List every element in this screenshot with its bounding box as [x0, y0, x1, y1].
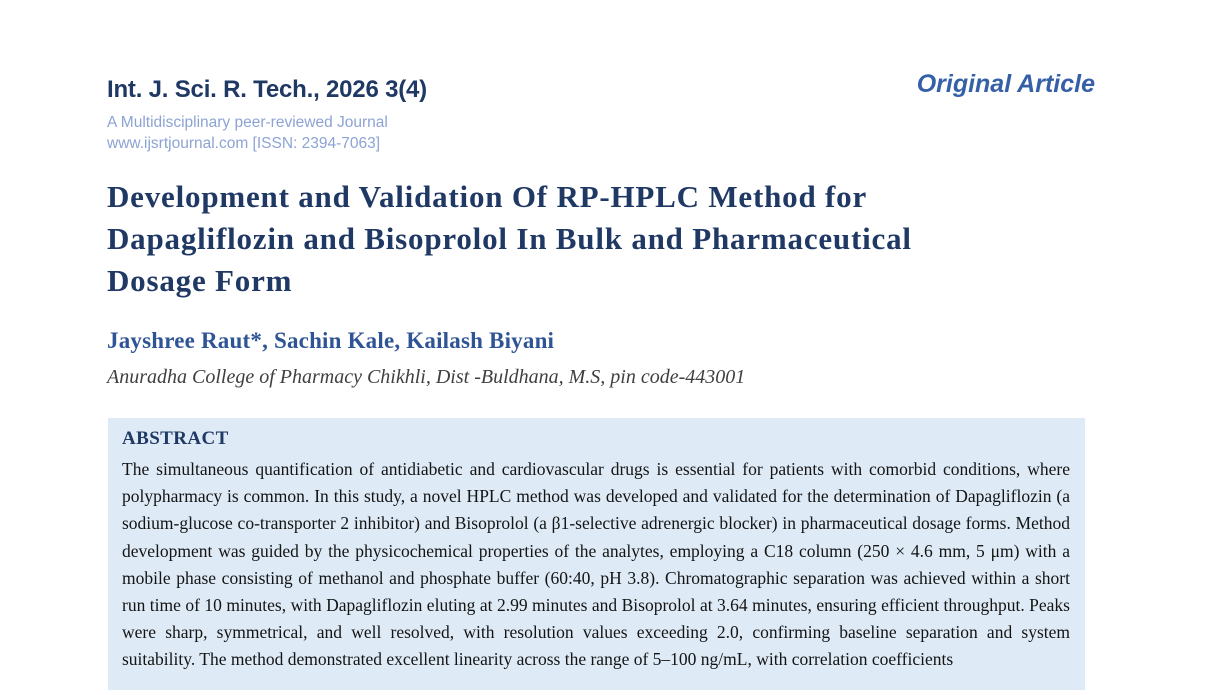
journal-masthead	[107, 76, 427, 154]
article-title-line-2: Dapagliflozin and Bisoprolol In Bulk and Pharmaceutical	[107, 221, 912, 256]
article-title-line-1: Development and Validation Of RP-HPLC Method for	[107, 179, 868, 214]
article-title	[107, 176, 1107, 302]
article-title-line-3: Dosage Form	[107, 263, 293, 298]
author-list: Jayshree Raut*, Sachin Kale, Kailash Biyani	[107, 328, 555, 353]
journal-name: Int. J. Sci. R. Tech., 2026 3(4)	[107, 76, 427, 103]
article-type-label: Original Article	[916, 70, 1095, 98]
journal-website-issn: www.ijsrtjournal.com [ISSN: 2394-7063]	[107, 135, 381, 152]
abstract-heading: ABSTRACT	[122, 428, 229, 449]
author-affiliation: Anuradha College of Pharmacy Chikhli, Dist -Buldhana, M.S, pin code-443001	[107, 366, 746, 388]
journal-tagline: A Multidisciplinary peer-reviewed Journal	[107, 114, 388, 131]
abstract-body-text: The simultaneous quantification of antidiabetic and cardiovascular drugs is essential for patients with comorbid conditions, where polypharmacy is common. In this study, a novel HPLC method was developed and validated for the determination of Dapagliflozin (a sodium-glucose co-transporter 2 inhibitor) and Bisoprolol (a β1-selective adrenergic blocker) in pharmaceutical dosage forms. Method development was guided by the physicochemical properties of the analytes, employing a C18 column (250 × 4.6 mm, 5 μm) with a mobile phase consisting of methanol and phosphate buffer (60:40, pH 3.8). Chromatographic separation was achieved within a short run time of 10 minutes, with Dapagliflozin eluting at 2.99 minutes and Bisoprolol at 3.64 minutes, ensuring efficient throughput. Peaks were sharp, symmetrical, and well resolved, with resolution values exceeding 2.0, confirming baseline separation and system suitability. The method demonstrated excellent linearity across the range of 5–100 ng/mL, with correlation coefficients	[122, 459, 1070, 670]
abstract-section	[108, 418, 1085, 690]
